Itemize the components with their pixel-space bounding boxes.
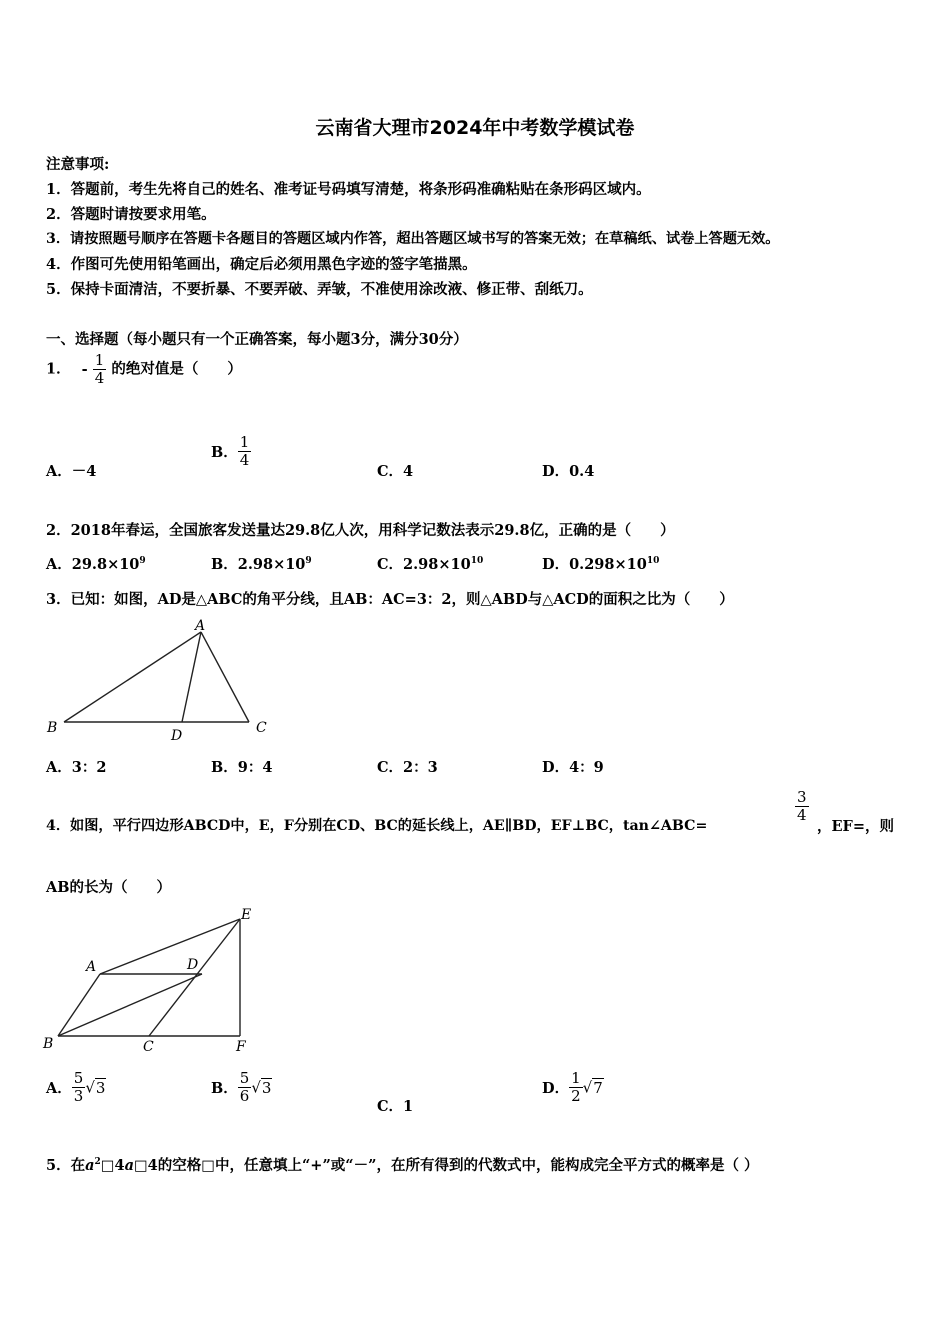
label-a: A: [86, 959, 97, 975]
segment-ac: [201, 632, 249, 722]
label-c: C: [256, 720, 267, 736]
label-e: E: [241, 907, 252, 923]
question-4-cont: ，EF=，则: [817, 818, 894, 835]
note-item: 1．答题前，考生先将自己的姓名、准考证号码填写清楚，将条形码准确粘贴在条形码区域内。: [46, 181, 651, 198]
q4-tan-fraction: $\frac{3}{4}$: [797, 788, 807, 824]
q3-option-b[interactable]: B．9：4: [211, 759, 273, 776]
label-b: B: [43, 1036, 54, 1052]
q2-option-d[interactable]: D．$0.298\times 10^{10}$: [542, 556, 660, 573]
q2-option-c[interactable]: C．$2.98\times 10^{10}$: [377, 556, 484, 573]
notes-heading: 注意事项:: [46, 156, 110, 173]
q3-option-d[interactable]: D．4：9: [542, 759, 604, 776]
q1-option-c[interactable]: C．4: [377, 463, 414, 480]
question-2: 2．2018年春运，全国旅客发送量达29.8亿人次，用科学记数法表示29.8亿，正确的是（ ）: [46, 522, 675, 539]
question-1: 1． - $\frac{1}{4}$ 的绝对值是（ ）: [46, 351, 242, 387]
q3-option-c[interactable]: C．2：3: [377, 759, 438, 776]
question-4: 4．如图，平行四边形ABCD中，E，F分别在CD、BC的延长线上，AE∥BD，EF⊥BC，tan∠ABC=: [46, 818, 708, 834]
q4-option-c[interactable]: C．1: [377, 1098, 414, 1115]
label-b: B: [47, 720, 58, 736]
section-heading: 一、选择题（每小题只有一个正确答案，每小题3分，满分30分）: [46, 331, 468, 348]
note-item: 4．作图可先使用铅笔画出，确定后必须用黑色字迹的签字笔描黑。: [46, 256, 477, 273]
label-f: F: [236, 1039, 246, 1055]
label-d: D: [187, 957, 199, 973]
q2-option-b[interactable]: B．$2.98\times 10^9$: [211, 556, 312, 573]
segment-ab: [64, 632, 201, 722]
label-a: A: [195, 618, 206, 634]
question-4-line2: AB的长为（ ）: [46, 879, 172, 896]
note-item: 2．答题时请按要求用笔。: [46, 206, 216, 223]
note-item: 5．保持卡面清洁，不要折暴、不要弄破、弄皱，不准使用涂改液、修正带、刮纸刀。: [46, 281, 593, 298]
note-item: 3．请按照题号顺序在答题卡各题目的答题区域内作答，超出答题区域书写的答案无效；在草稿纸、试卷上答题无效。: [46, 231, 780, 247]
q3-option-a[interactable]: A．3：2: [46, 759, 107, 776]
q4-option-d[interactable]: D． $\frac{1}{2}$ √7: [542, 1069, 603, 1105]
q1-option-a[interactable]: A．－4: [46, 463, 97, 480]
label-c: C: [143, 1039, 154, 1055]
label-d: D: [171, 728, 183, 744]
page-title: 云南省大理市2024年中考数学模试卷: [315, 117, 635, 139]
q4-option-a[interactable]: A． $\frac{5}{3}$ √3: [46, 1069, 106, 1105]
triangle-figure: [44, 616, 272, 746]
parallelogram-figure: [40, 904, 260, 1056]
q1-option-b[interactable]: B． $\frac{1}{4}$: [211, 433, 250, 469]
q4-option-b[interactable]: B． $\frac{5}{6}$ √3: [211, 1069, 272, 1105]
q2-option-a[interactable]: A．$29.8\times 10^9$: [46, 556, 146, 573]
question-5: 5．在$a^2□4a□4$的空格□中，任意填上“+”或“－”，在所有得到的代数式中，能构成完全平方式的概率是（ ）: [46, 1157, 759, 1174]
q1-option-d[interactable]: D．0.4: [542, 463, 595, 480]
segment-ad: [182, 632, 201, 722]
question-3: 3．已知：如图，AD是△ABC的角平分线，且AB：AC=3：2，则△ABD与△ACD的面积之比为（ ）: [46, 591, 734, 608]
